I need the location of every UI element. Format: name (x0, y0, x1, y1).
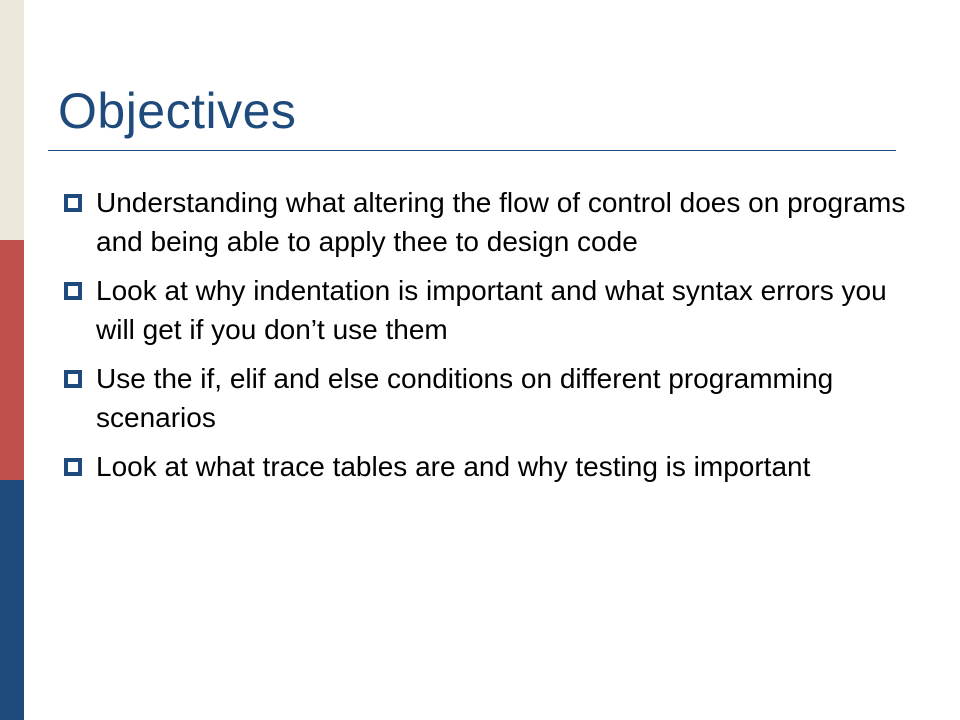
square-bullet-icon (64, 370, 82, 388)
title-underline (48, 150, 896, 151)
decorative-stripe-middle (0, 240, 24, 480)
bullet-text: Use the if, elif and else conditions on different programming scenarios (96, 363, 834, 433)
square-bullet-icon (64, 194, 82, 212)
objectives-list (60, 183, 916, 496)
bullet-text: Look at why indentation is important and what syntax errors you will get if you don’t use them (96, 275, 887, 345)
slide-title: Objectives (58, 83, 297, 139)
square-bullet-icon (64, 458, 82, 476)
list-item (60, 359, 916, 437)
bullet-text: Understanding what altering the flow of control does on programs and being able to apply thee to design code (96, 187, 906, 257)
bullet-text: Look at what trace tables are and why testing is important (96, 451, 811, 482)
decorative-stripe-bottom (0, 480, 24, 720)
decorative-stripe-top (0, 0, 24, 240)
list-item (60, 271, 916, 349)
square-bullet-icon (64, 282, 82, 300)
list-item (60, 447, 916, 486)
list-item (60, 183, 916, 261)
